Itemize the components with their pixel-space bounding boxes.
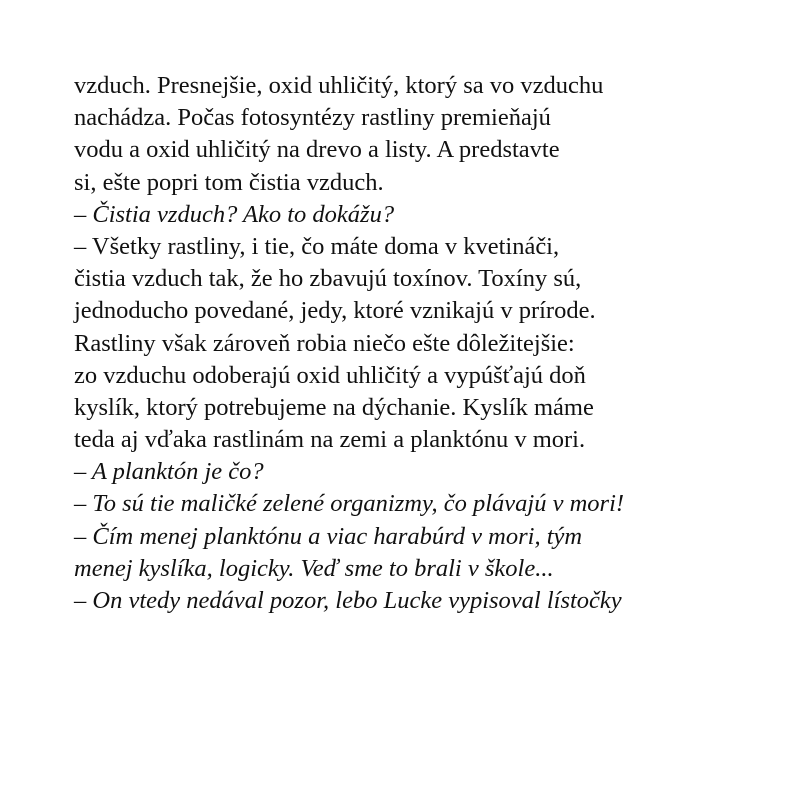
text-line: kyslík, ktorý potrebujeme na dýchanie. Kyslík máme <box>74 393 594 421</box>
dialogue-line: – To sú tie maličké zelené organizmy, čo plávajú v mori! <box>74 490 625 518</box>
dialogue-line: – Čím menej planktónu a viac harabúrd v mori, tým <box>74 522 583 550</box>
text-line: vodu a oxid uhličitý na drevo a listy. A predstavte <box>74 136 560 164</box>
dialogue-line: – Všetky rastliny, i tie, čo máte doma v kvetináči, <box>74 232 560 260</box>
text-line: teda aj vďaka rastlinám na zemi a planktónu v mori. <box>74 426 586 454</box>
text-line: nachádza. Počas fotosyntézy rastliny premieňajú <box>74 104 551 132</box>
text-line: zo vzduchu odoberajú oxid uhličitý a vypúšťajú doň <box>74 361 586 389</box>
dialogue-line: – Čistia vzduch? Ako to dokážu? <box>74 200 395 228</box>
document-page <box>74 70 774 617</box>
text-line: vzduch. Presnejšie, oxid uhličitý, ktorý sa vo vzduchu <box>74 72 604 99</box>
text-line: si, ešte popri tom čistia vzduch. <box>74 168 384 196</box>
dialogue-line: menej kyslíka, logicky. Veď sme to brali v škole... <box>74 554 554 582</box>
text-line: čistia vzduch tak, že ho zbavujú toxínov. Toxíny sú, <box>74 265 582 293</box>
text-line: Rastliny však zároveň robia niečo ešte dôležitejšie: <box>74 329 575 357</box>
dialogue-line: – A planktón je čo? <box>74 458 264 486</box>
text-line: jednoducho povedané, jedy, ktoré vznikajú v prírode. <box>74 297 596 325</box>
dialogue-line: – On vtedy nedával pozor, lebo Lucke vypisoval lístočky <box>74 587 622 614</box>
